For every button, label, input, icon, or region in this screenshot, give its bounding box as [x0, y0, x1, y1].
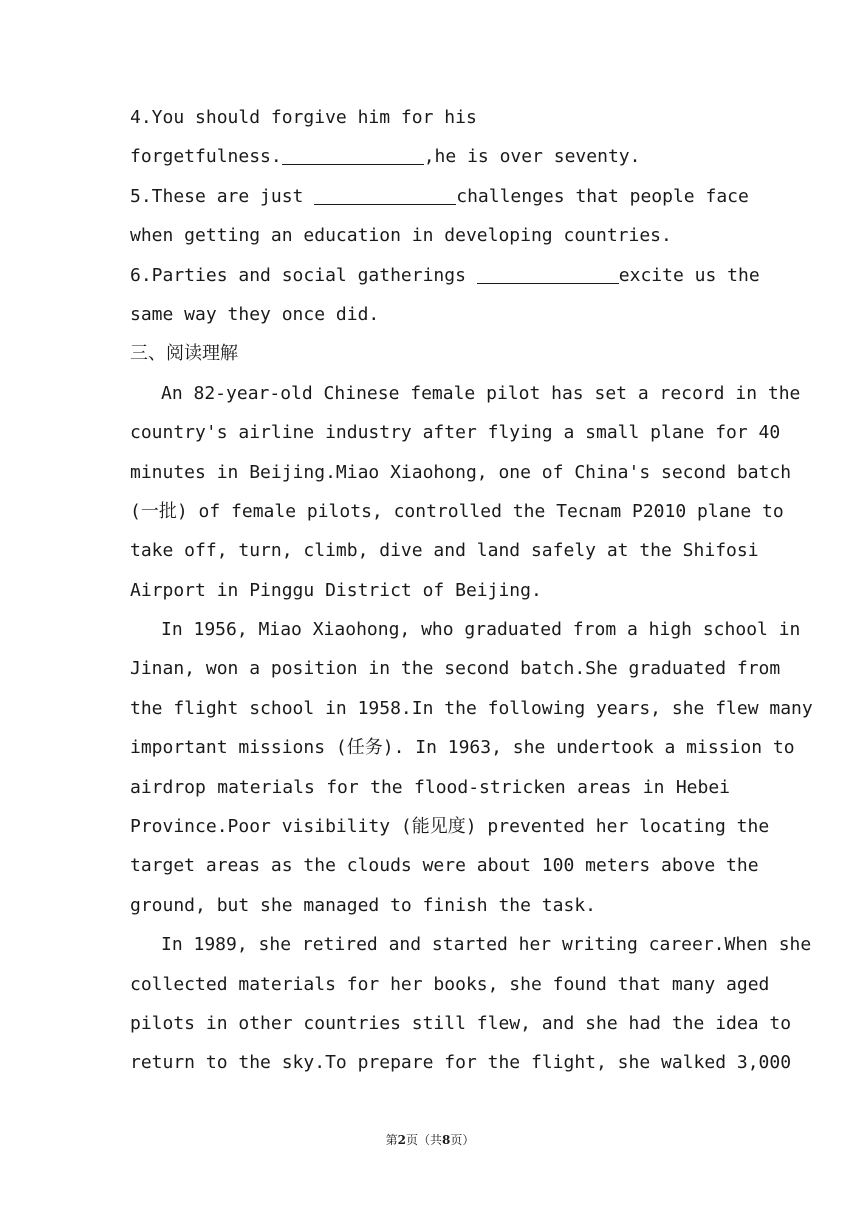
question-4-line-2	[130, 137, 730, 176]
question-4	[130, 98, 730, 177]
question-5-text-after: challenges that people face	[456, 185, 749, 207]
passage-line: Jinan, won a position in the second batch.She graduated from	[130, 658, 781, 680]
passage-line: An 82-year-old Chinese female pilot has set a record in the	[161, 382, 801, 404]
page-content	[130, 98, 813, 1083]
question-6-answer-blank[interactable]	[477, 265, 619, 284]
passage-line: return to the sky.To prepare for the flight, she walked 3,000	[130, 1052, 792, 1074]
footer-middle: 页（共	[405, 1133, 442, 1147]
passage-line: minutes in Beijing.Miao Xiaohong, one of China's second batch	[130, 461, 792, 483]
passage-line: target areas as the clouds were about 100 meters above the	[130, 855, 759, 877]
page-footer	[0, 1131, 860, 1148]
passage-line: In 1956, Miao Xiaohong, who graduated from a high school in	[161, 619, 801, 641]
question-5-line-1	[130, 177, 749, 216]
question-4-answer-blank[interactable]	[282, 146, 424, 165]
question-6	[130, 256, 760, 335]
passage-paragraph-3	[130, 925, 812, 1083]
question-6-line-1	[130, 256, 760, 295]
passage-line: In 1989, she retired and started her writing career.When she	[161, 934, 812, 956]
footer-suffix: 页）	[450, 1133, 475, 1147]
question-5	[130, 177, 749, 256]
section-heading: 三、阅读理解	[130, 343, 238, 365]
passage-line: ground, but she managed to finish the task.	[130, 894, 596, 916]
question-5-answer-blank[interactable]	[314, 186, 456, 205]
footer-prefix: 第	[385, 1133, 398, 1147]
passage-line: (一批) of female pilots, controlled the Tecnam P2010 plane to	[130, 500, 784, 522]
question-4-text-after: ,he is over seventy.	[423, 146, 641, 168]
footer-page-number: 2	[397, 1133, 406, 1147]
passage-paragraph-1	[130, 374, 801, 610]
footer-total-pages: 8	[442, 1133, 451, 1147]
passage-line: country's airline industry after flying a small plane for 40	[130, 422, 781, 444]
passage-line: Province.Poor visibility (能见度) prevented her locating the	[130, 816, 770, 838]
question-5-text-before: 5.These are just	[130, 185, 315, 207]
passage-line: pilots in other countries still flew, and she had the idea to	[130, 1012, 792, 1034]
question-6-text-after: excite us the	[618, 264, 760, 286]
passage-line: airdrop materials for the flood-stricken areas in Hebei	[130, 776, 730, 798]
passage-line: important missions (任务). In 1963, she undertook a mission to	[130, 737, 795, 759]
question-4-text-before: forgetfulness.	[130, 146, 282, 168]
question-6-text-before: 6.Parties and social gatherings	[130, 264, 477, 286]
passage-line: collected materials for her books, she found that many aged	[130, 973, 770, 995]
passage-line: the flight school in 1958.In the following years, she flew many	[130, 697, 813, 719]
question-6-line-2: same way they once did.	[130, 303, 380, 325]
passage-paragraph-2	[130, 610, 813, 925]
passage-line: take off, turn, climb, dive and land safely at the Shifosi	[130, 540, 759, 562]
passage-line: Airport in Pinggu District of Beijing.	[130, 579, 542, 601]
question-4-line-1: 4.You should forgive him for his	[130, 107, 477, 128]
question-5-line-2: when getting an education in developing countries.	[130, 225, 672, 247]
